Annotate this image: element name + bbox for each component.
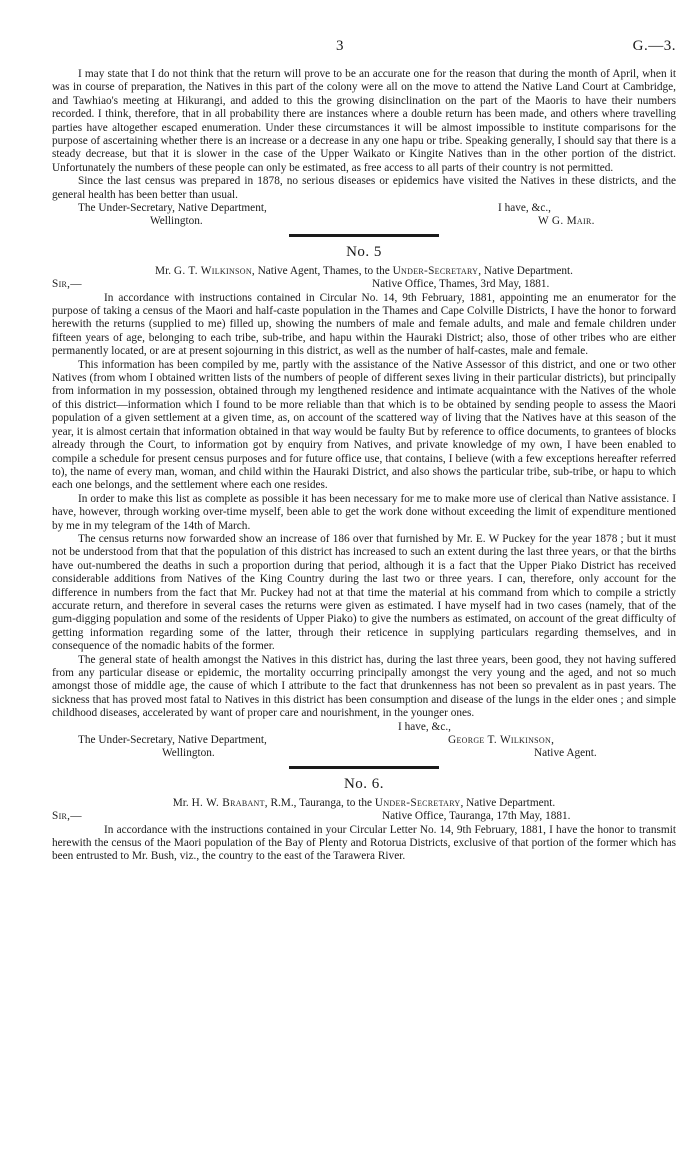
wilkinson-letter-title: Mr. G. T. Wilkinson, Native Agent, Thames, to the Under-Secretary, Native Department. bbox=[155, 264, 573, 277]
wilkinson-paragraph-5: The general state of health amongst the Natives in this district has, during the last three years, been good, they not having suffered from any particular disease or epidemic, the mortality occurring principally amongst the very young and the aged, and not so much amongst those of middle age, the cause of which I attribute to the fact that drunkenness has not been so prevalent as in past years. The sickness that has proved most fatal to Natives in this district has been consumption and disease of the lungs in the elder ones ; and simple childhood diseases, accelerated by want of proper care and nourishment, in the younger ones. bbox=[52, 653, 676, 720]
section-divider bbox=[289, 766, 439, 769]
mair-paragraph-2: Since the last census was prepared in 1878, no serious diseases or epidemics have visited the Natives in these districts, and the general health has been better than usual. bbox=[52, 175, 676, 201]
wilkinson-signoff-line-1 bbox=[52, 734, 676, 747]
wilkinson-signoff-line-0 bbox=[52, 721, 676, 734]
mair-place: Wellington. bbox=[150, 215, 203, 228]
brabant-dateline: Native Office, Tauranga, 17th May, 1881. bbox=[382, 810, 571, 823]
page-header bbox=[0, 38, 700, 58]
wilkinson-salutation: Sir,— bbox=[52, 278, 82, 291]
brabant-salutation: Sir,— bbox=[52, 810, 82, 823]
wilkinson-author: G. T. Wilkinson bbox=[173, 264, 252, 277]
wilkinson-closing: I have, &c., bbox=[398, 720, 452, 733]
section-divider bbox=[289, 234, 439, 237]
wilkinson-paragraph-4: The census returns now forwarded show an increase of 186 over that furnished by Mr. E. W Puckey for the year 1878 ; but it must not be understood from that that the population of this district has increased to such an extent during the last three years, or that the births have out-numbered the deaths in such a proportion during that period, although it is a fact that the Upper Piako District has received considerable additions from Natives of the King Country during the last two or three years. I can, therefore, only account for the difference in numbers from the fact that Mr. Puckey had not at that time the material at his command from which to compile a strictly accurate return, and therefore in several cases the returns were given as estimated. I have myself had in two cases (namely, that of the gum-digging population and some of the residents of Upper Piako) to give the numbers as estimated, on account of the great difficulty of getting information regarding some of the latter, through their reticence in supplying particulars regarding themselves, and in consequence of the nomadic habits of the former. bbox=[52, 532, 676, 653]
wilkinson-place: Wellington. bbox=[162, 747, 215, 760]
wilkinson-paragraph-3: In order to make this list as complete as possible it has been necessary for me to make more use of clerical than Native assistance. I have, however, through working over-time myself, been able to get the work done without exceeding the limit of expenditure mentioned by me in my telegram of the 14th of March. bbox=[52, 492, 676, 532]
mair-paragraph-1: I may state that I do not think that the return will prove to be an accurate one for the reason that during the month of April, when it was in course of preparation, the Natives in this part of the colony were all on the move to attend the Native Land Court at Cambridge, and Tawhiao's meeting at Hikurangi, and added to this the growing disinclination on the part of the Maoris to have their numbers recorded. I think, therefore, that in all probability there are instances where a double return has been made, and others where travelling parties have altogether escaped enumeration. Under these circumstances it will be almost impossible to institute comparisons for the purpose of ascertaining whether there is an increase or a decrease in any one hapu or tribe. Speaking generally, I should say that there is a steady decrease, but that it is slower in the case of the Upper Waikato or Kingite Natives than in the other portion of the district. Unfortunately the numbers of these people can only be estimated, as free access to all parts of their country is not permitted. bbox=[52, 68, 676, 174]
wilkinson-salutation-line bbox=[52, 278, 676, 291]
page-number: 3 bbox=[336, 38, 344, 54]
wilkinson-paragraph-1: In accordance with instructions contained in Circular No. 14, 9th February, 1881, appointing me an enumerator for the purpose of taking a census of the Maori and half-caste population in the Thames and Cape Colville Districts, I have the honor to forward herewith the returns (supplied to me) filled up, showing the numbers of male and female adults, and male and female children under fifteen years of age, belonging to each tribe, sub-tribe, and hapu within the Hauraki District; also, those of other tribes who are either permanently located, or are at present sojourning in this district, as well as the number of half-castes, male and female. bbox=[52, 291, 676, 358]
page-content bbox=[52, 68, 676, 864]
brabant-author: H. W. Brabant bbox=[191, 796, 265, 809]
letter-number-6: No. 6. bbox=[343, 775, 385, 792]
wilkinson-paragraph-2: This information has been compiled by me, partly with the assistance of the Native Assessor of this district, and one or two other Natives (from whom I obtained written lists of the numbers of people of different sexes living in their particular districts), but principally from information in my possession, obtained through my lengthened residence and intimate acquaintance with the Natives of the whole of this district—information which I found to be more reliable than that which is to be obtained by sending people to assess the Maori population of a given settlement at a given time, as, on account of the scattered way of living that the Natives have at this season of the year, it is almost certain that information obtained in that way would be faulty But by reference to office documents, to grantees of blocks already through the Court, to information got by enquiry from Natives, and private knowledge of my own, I have been enabled to compile a schedule for present census purposes and for future office use, that contains, I believe (with a few exceptions hereafter referred to), the name of every man, woman, and child within the Hauraki District, and also shows the particular tribe, sub-tribe, or hapu to which each one belongs, and the settlement where each one resides. bbox=[52, 358, 676, 492]
mair-signoff-line-1 bbox=[52, 202, 676, 215]
mair-signature: W G. Mair. bbox=[538, 215, 595, 228]
wilkinson-signoff-line-2 bbox=[52, 747, 676, 760]
wilkinson-signature-title: Native Agent. bbox=[534, 747, 597, 760]
letter-number-5: No. 5 bbox=[346, 243, 382, 260]
mair-signoff-line-2 bbox=[52, 215, 676, 228]
series-code: G.—3. bbox=[632, 38, 676, 54]
brabant-salutation-line bbox=[52, 810, 676, 823]
brabant-paragraph-1: In accordance with the instructions contained in your Circular Letter No. 14, 9th February, 1881, I have the honor to transmit herewith the census of the Maori population of the Bay of Plenty and Rotorua Districts, exclusive of that portion of the former which has been entrusted to Mr. Bush, viz., the country to the east of the Tarawera River. bbox=[52, 823, 676, 863]
wilkinson-recipient: Under-Secretary bbox=[392, 264, 479, 277]
mair-addressee: The Under-Secretary, Native Department, bbox=[78, 202, 267, 215]
brabant-recipient: Under-Secretary bbox=[374, 796, 461, 809]
wilkinson-addressee: The Under-Secretary, Native Department, bbox=[78, 734, 267, 747]
wilkinson-dateline: Native Office, Thames, 3rd May, 1881. bbox=[372, 278, 550, 291]
wilkinson-signature: George T. Wilkinson, bbox=[448, 734, 555, 747]
brabant-letter-title: Mr. H. W. Brabant, R.M., Tauranga, to the Under-Secretary, Native Department. bbox=[172, 796, 556, 809]
mair-closing: I have, &c., bbox=[498, 202, 552, 215]
